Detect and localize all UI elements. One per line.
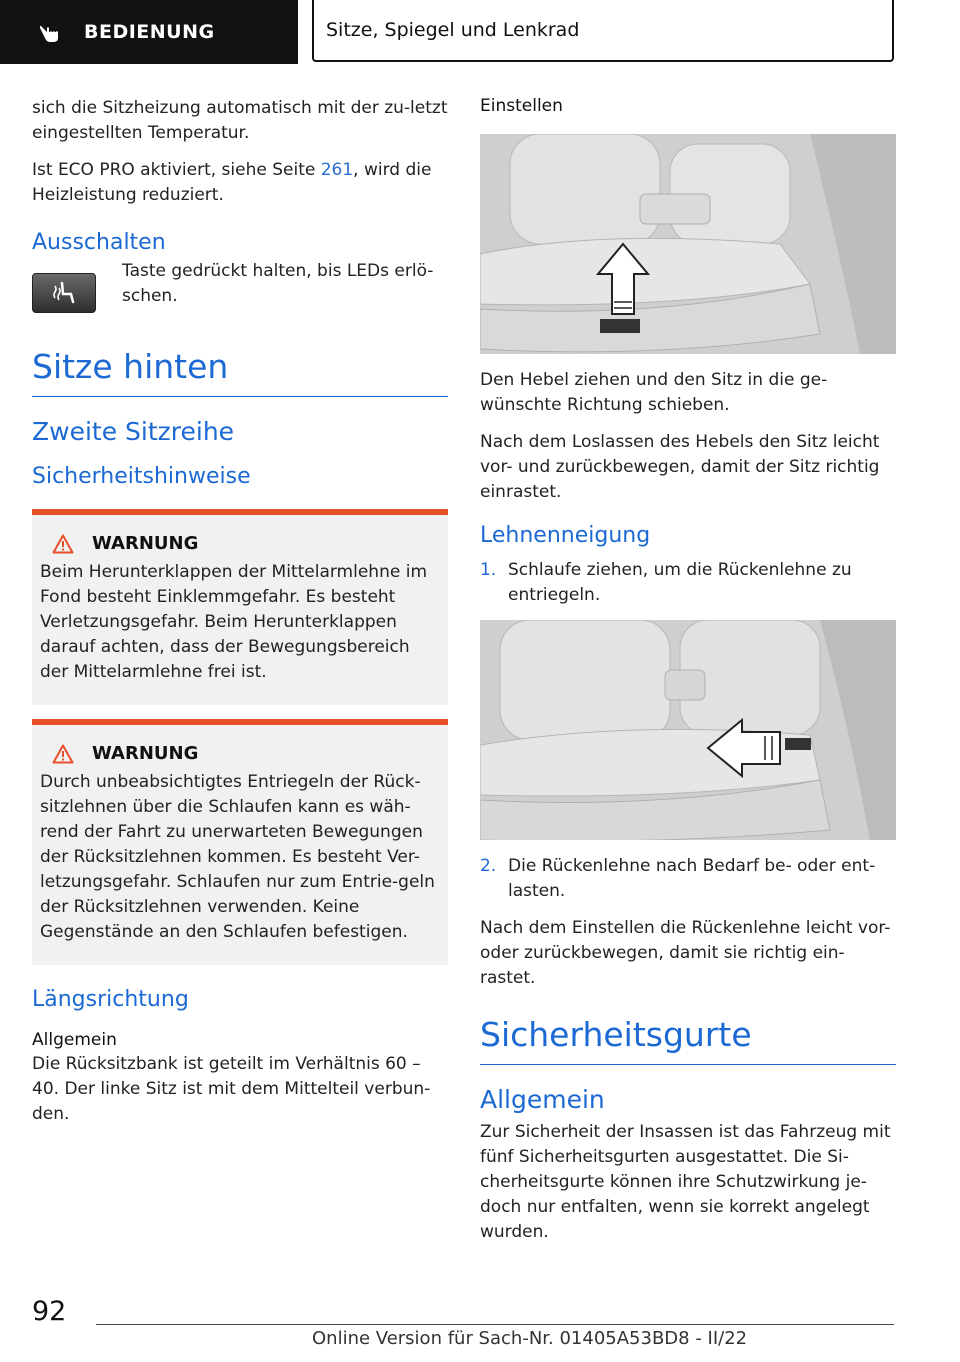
warning-box-armrest bbox=[32, 509, 448, 705]
pointing-hand-icon bbox=[38, 20, 62, 44]
rear-seat-lever-image bbox=[480, 134, 896, 354]
belts-text: Zur Sicherheit der Insassen ist das Fahrzeug mit fünf Sicherheitsgurten ausgestattet. Die Si-cherheitsgurte können ihre Schutzwirkung je-doch nur entfalten, wenn sie korrekt angelegt wurden. bbox=[480, 1122, 891, 1242]
safety-notes-heading: Sicherheitshinweise bbox=[32, 464, 251, 489]
warning-text: Beim Herunterklappen der Mittelarmlehne im Fond besteht Einklemmgefahr. Es besteht Verletzungsgefahr. Beim Herunterklappen darauf achten, dass der Bewegungsbereich der Mittelarmlehne frei ist. bbox=[40, 562, 427, 682]
seat-heating-icon bbox=[50, 280, 78, 306]
footer-divider bbox=[96, 1324, 894, 1325]
backrest-loop-image bbox=[480, 620, 896, 840]
warning-title: WARNUNG bbox=[92, 743, 199, 764]
chapter-box bbox=[312, 0, 894, 62]
page-number: 92 bbox=[32, 1296, 67, 1327]
page-header bbox=[0, 0, 960, 66]
list-item: 2. Die Rückenlehne nach Bedarf be- oder ent-lasten. bbox=[480, 856, 876, 901]
general-heading: Allgemein bbox=[32, 1030, 117, 1050]
warning-text: Durch unbeabsichtigtes Entriegeln der Rück-sitzlehnen über die Schlaufen kann es wäh-rend der Fahrt zu unerwarteten Bewegungen der Rücksitzlehnen kommen. Es besteht Ver-letzungsgefahr. Schlaufen nur zum Entrie-geln der Rücksitzlehnen verwenden. Keine Gegenstände an den Schlaufen befestigen. bbox=[40, 772, 435, 942]
adjust-text-1: Den Hebel ziehen und den Sitz in die ge-wünschte Richtung schieben. bbox=[480, 370, 828, 415]
subsection-heading-second-row: Zweite Sitzreihe bbox=[32, 417, 235, 446]
left-column bbox=[32, 96, 448, 1139]
section-heading-seatbelts: Sicherheitsgurte bbox=[480, 1015, 896, 1065]
backrest-steps-continued bbox=[480, 854, 896, 904]
adjust-heading: Einstellen bbox=[480, 96, 563, 116]
chapter-title: Sitze, Spiegel und Lenkrad bbox=[326, 19, 580, 41]
general-text: Die Rücksitzbank ist geteilt im Verhältnis 60 – 40. Der linke Sitz ist mit dem Mittelteil verbun-den. bbox=[32, 1054, 431, 1124]
list-item: 1. Schlaufe ziehen, um die Rückenlehne zu entriegeln. bbox=[480, 560, 852, 605]
warning-box-backrest bbox=[32, 719, 448, 965]
warning-triangle-icon bbox=[52, 744, 74, 764]
section-tab bbox=[0, 0, 298, 64]
longitudinal-heading: Längsrichtung bbox=[32, 987, 189, 1012]
off-heading: Ausschalten bbox=[32, 230, 166, 255]
section-heading-rear-seats: Sitze hinten bbox=[32, 347, 448, 397]
belts-general-heading: Allgemein bbox=[480, 1085, 605, 1114]
intro-paragraph: sich die Sitzheizung automatisch mit der zu-letzt eingestellten Temperatur. bbox=[32, 98, 448, 143]
page-link[interactable]: 261 bbox=[320, 160, 354, 180]
after-adjust-text: Nach dem Einstellen die Rückenlehne leicht vor- oder zurückbewegen, damit sie richtig ein-rastet. bbox=[480, 918, 891, 988]
backrest-steps bbox=[480, 558, 896, 608]
eco-pro-paragraph: Ist ECO PRO aktiviert, siehe Seite 261, wird die Heizleistung reduziert. bbox=[32, 160, 432, 205]
backrest-heading: Lehnenneigung bbox=[480, 523, 651, 548]
online-version-text: Online Version für Sach-Nr. 01405A53BD8 - II/22 bbox=[312, 1328, 748, 1349]
section-title: BEDIENUNG bbox=[84, 21, 215, 43]
warning-title: WARNUNG bbox=[92, 533, 199, 554]
off-instruction bbox=[32, 263, 448, 321]
seat-heating-button-image bbox=[32, 273, 96, 313]
right-column bbox=[480, 96, 896, 1257]
off-text: Taste gedrückt halten, bis LEDs erlö-schen. bbox=[122, 261, 434, 306]
adjust-text-2: Nach dem Loslassen des Hebels den Sitz leicht vor- und zurückbewegen, damit der Sitz richtig einrastet. bbox=[480, 432, 880, 502]
warning-triangle-icon bbox=[52, 534, 74, 554]
